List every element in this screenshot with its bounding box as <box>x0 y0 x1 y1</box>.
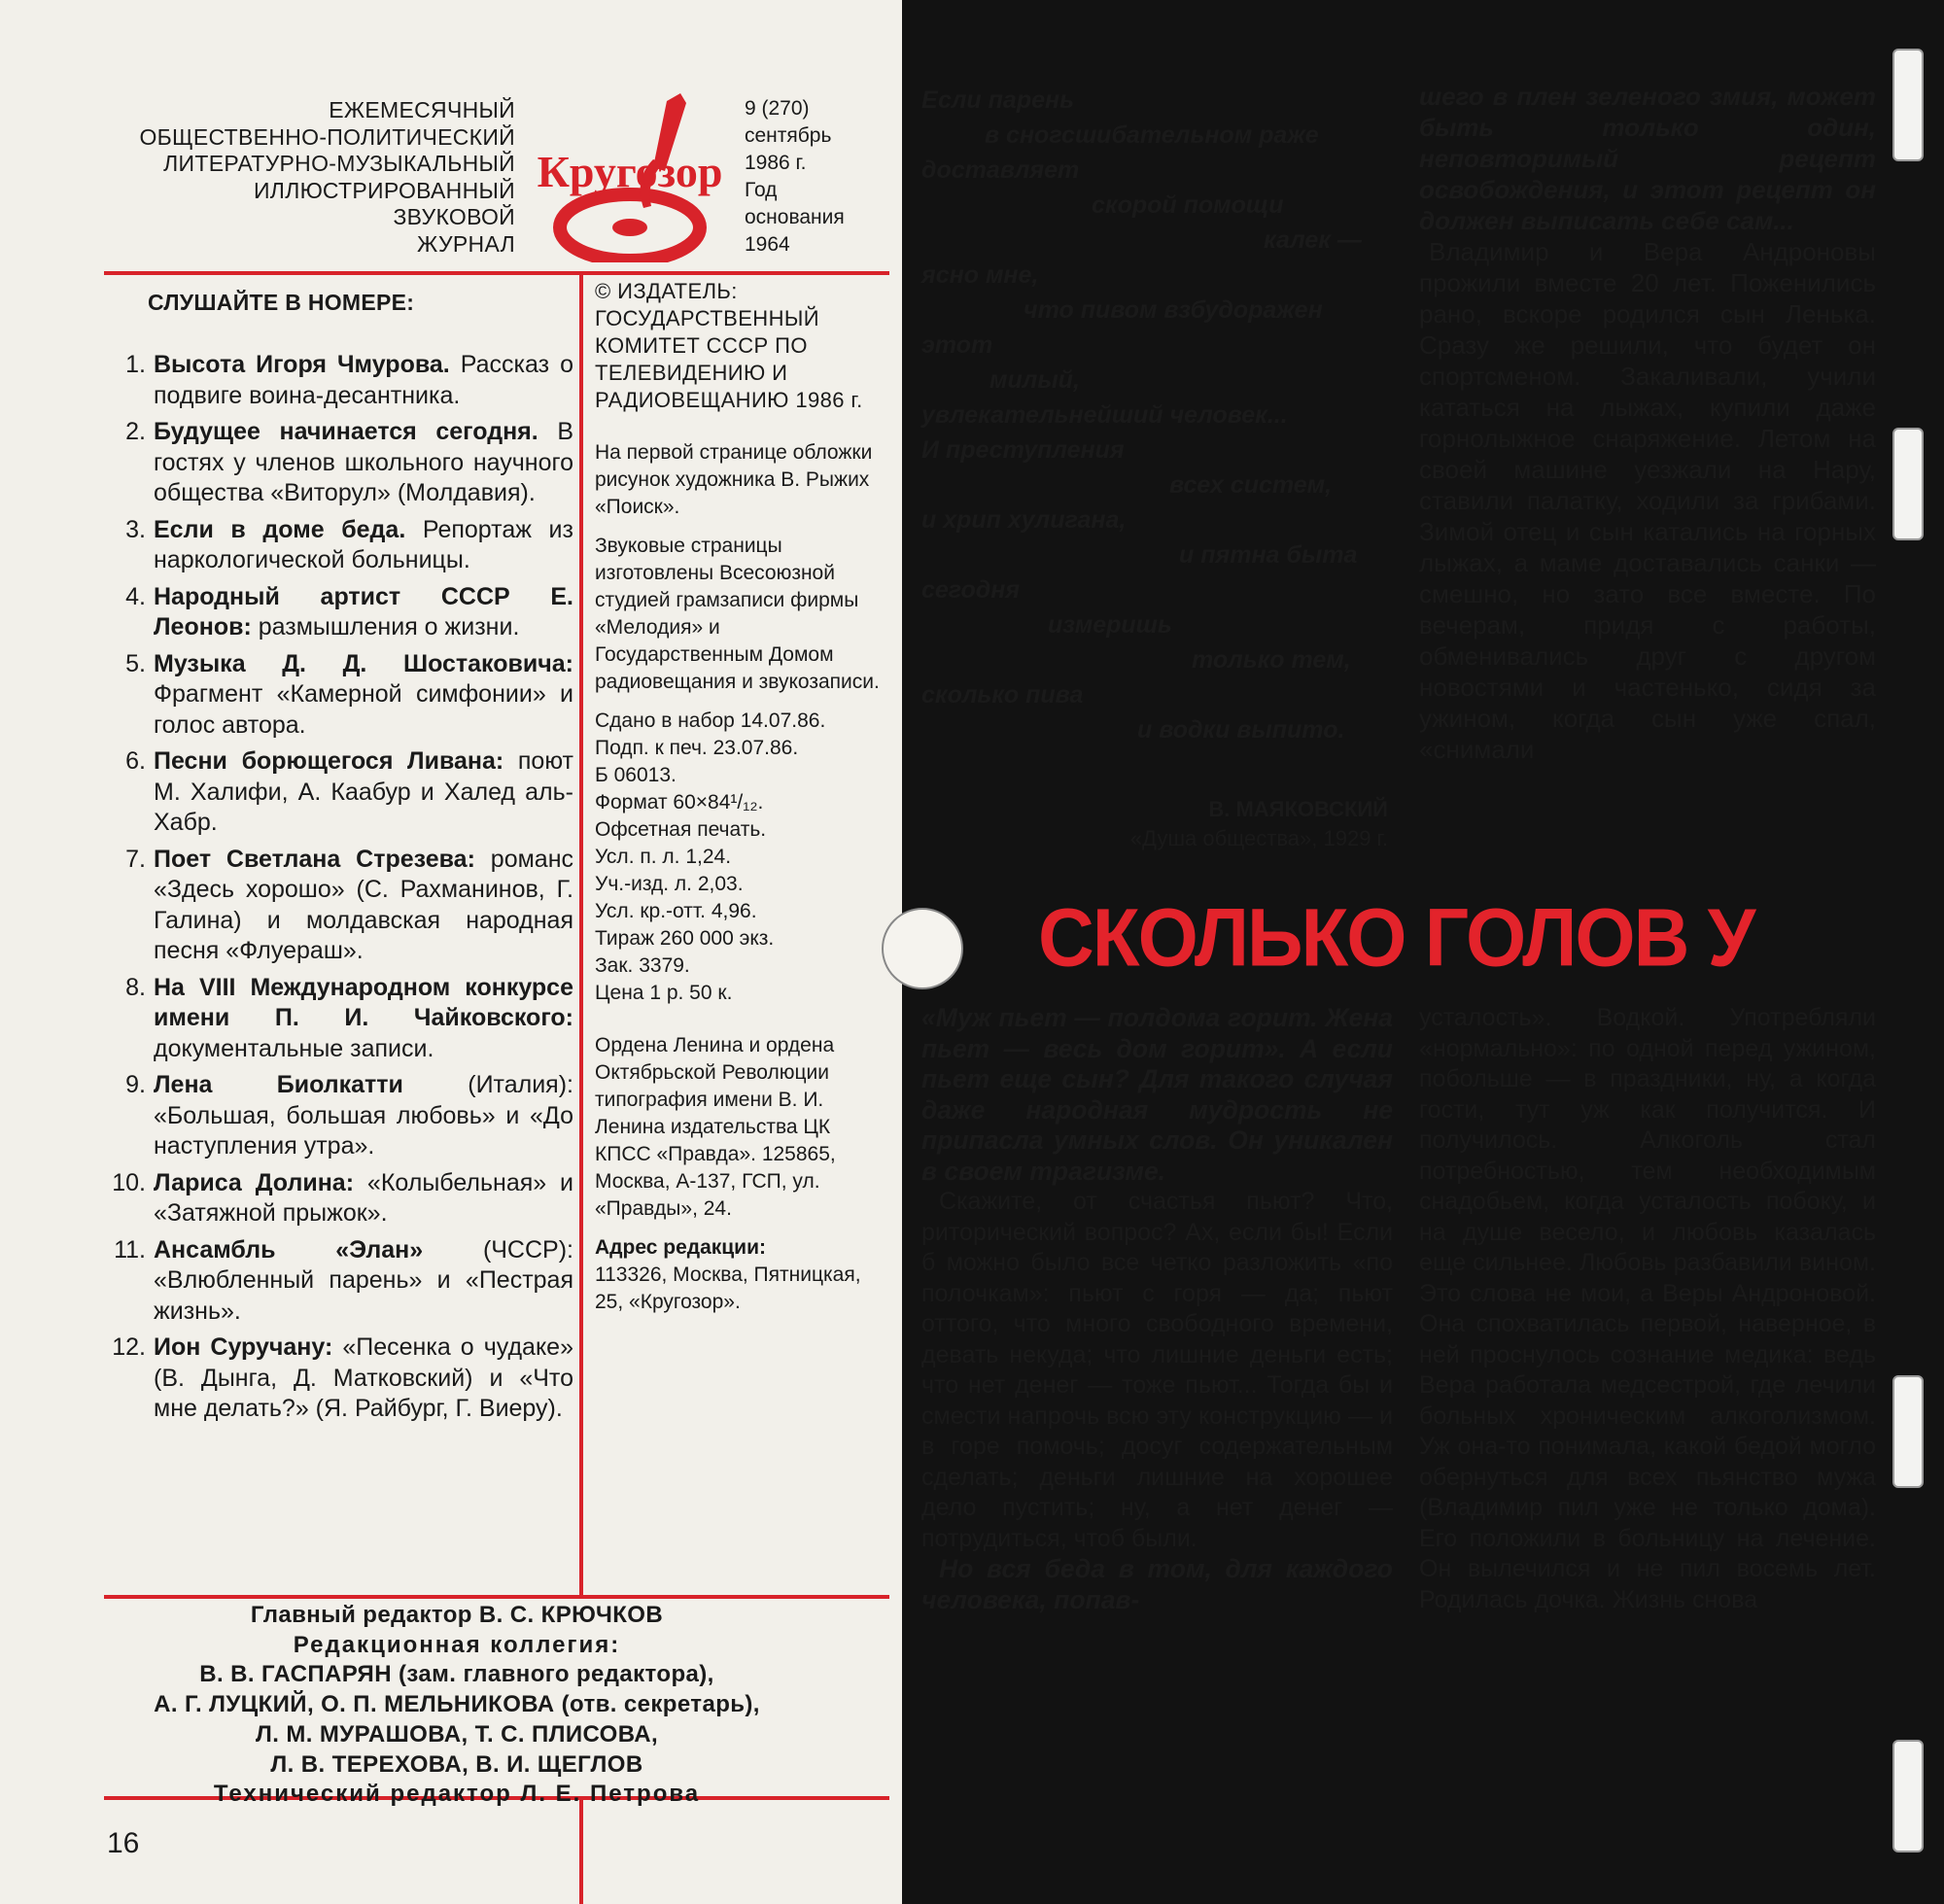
sound-pages-credit: Звуковые страницы изготовлены Всесоюзной студией грамзаписи фирмы «Мелодия» и Государственным Домом радиовещания и звукозаписи. <box>595 535 880 693</box>
logo-text: Кругозор <box>537 147 723 196</box>
list-item: 5. Музыка Д. Д. Шостаковича: Фрагмент «Камерной симфонии» и голос автора. <box>125 649 573 739</box>
binding-tab <box>1892 1740 1924 1852</box>
print-details: Сдано в набор 14.07.86. Подп. к печ. 23.07.86. Б 06013. Формат 60×84¹/₁₂. Офсетная печать. Усл. п. л. 1,24. Уч.-изд. л. 2,03. Усл. кр.-отт. 4,96. Тираж 260 000 экз. Зак. 3379. Цена 1 р. 50 к. <box>595 710 826 1004</box>
editorial-board: Главный редактор В. С. КРЮЧКОВ Редакционная коллегия: В. В. ГАСПАРЯН (зам. главного редактора), А. Г. ЛУЦКИЙ, О. П. МЕЛЬНИКОВА (отв. секретарь), Л. М. МУРАШОВА, Т. С. ПЛИСОВА, Л. В. ТЕРЕХОВА, В. И. ЩЕГЛОВ Технический редактор Л. Е. Петрова <box>154 1602 760 1808</box>
krugozor-logo <box>533 91 727 262</box>
list-item: 8. На VIII Международном конкурсе имени П. И. Чайковского: документальные записи. <box>125 973 573 1062</box>
list-item: 7. Поет Светлана Стрезева: романс «Здесь хорошо» (С. Рахманинов, Г. Галина) и молдавская народная песня «Флуераш». <box>125 845 573 964</box>
address: 113326, Москва, Пятницкая, 25, «Кругозор». <box>595 1264 861 1313</box>
list-item: 9. Лена Биолкатти (Италия): «Большая, большая любовь» и «До наступления утра». <box>125 1071 573 1160</box>
masthead-rule <box>104 271 889 275</box>
list-item: 2. Будущее начинается сегодня. В гостях у членов школьного научного общества «Виторул» (Молдавия). <box>125 418 574 506</box>
contents-title: СЛУШАЙТЕ В НОМЕРЕ: <box>148 290 415 315</box>
address-title: Адрес редакции: <box>595 1236 766 1259</box>
record-center-hole <box>882 908 963 989</box>
list-item: 4. Народный артист СССР Е. Леонов: размышления о жизни. <box>125 582 573 640</box>
page-number: 16 <box>107 1827 140 1859</box>
binding-tab <box>1892 49 1924 161</box>
masthead-description: ЕЖЕМЕСЯЧНЫЙ ОБЩЕСТВЕННО-ПОЛИТИЧЕСКИЙ ЛИТЕРАТУРНО-МУЗЫКАЛЬНЫЙ ИЛЛЮСТРИРОВАННЫЙ ЗВУКОВОЙ ЖУРНАЛ <box>139 97 515 257</box>
verse-epigraph: Если парень в сногсшибательном раже доставляет скорой помощи калек — ясно мне, что пивом взбудоражен этот милый, увлекательнейший человек... И преступления всех систем, и хрип хулигана, и пятна быта сегодня измеришь только тем, сколько пива и водки выпито. <box>921 87 1362 744</box>
column-divider <box>579 275 583 1595</box>
list-item: 3. Если в доме беда. Репортаж из наркологической больницы. <box>125 515 573 573</box>
article-column-a: «Муж пьет — полдома горит. Жена пьет — весь дом горит». А если пьет еще сын? Для такого случая даже народная мудрость не припасла умных слов. Он уникален в своем трагизме. Скажите, от счастья пьют? Что, риторический вопрос? Ах, если бы! Если б можно было все четко разложить «по полочкам»: пьют с горя — да; пьют оттого, что много свободного времени, девать некуда; что лишние деньги есть; что нет денег — тоже пьют... Тогда бы и смести напрочь всю эту конструкцию — и в горе помочь; досуг содержательным сделать; деньги лишние на хорошее дело пустить; ну, а нет денег — потрудиться, чтоб были. Но вся беда в том, для каждого человека, попав- <box>921 1003 1393 1614</box>
article-headline: СКОЛЬКО ГОЛОВ У <box>1038 891 1754 984</box>
binding-tab <box>1892 1375 1924 1488</box>
article-column-b: усталость». Водкой. Употребляли «нормально»: по одной перед ужином, побольше — в праздники, ну, а когда гости, тут уж как получится. И получилось. Алкоголь стал потребностью, тем необходимым снадобьем, когда усталость побоку, и на душе весело, и любовь казалась еще сильнее. Любовь разбавили вином. Это слова не мои, а Веры Андроновой. Она спохватилась первой, наверное, в ней проснулось сознание медика: ведь Вера работала медсестрой, где лечили больных хроническим алкоголизмом. Уж она-то понимала, какой бедой могло обернуться для всех пьянство мужа (Владимир пил уже не только дома). Его положили в больницу на лечение. Он вылечился и не пил восемь лет. Родилась дочка. Жизнь снова <box>1419 1004 1876 1613</box>
footer-divider <box>579 1800 583 1904</box>
list-item: 12. Ион Суручану: «Песенка о чудаке» (В. Дынга, Д. Матковский) и «Что мне делать?» (Я. Райбург, Г. Виеру). <box>112 1333 573 1422</box>
list-item: 6. Песни борющегося Ливана: поют М. Халифи, А. Каабур и Халед аль-Хабр. <box>125 747 573 836</box>
imprint-column <box>595 278 886 1316</box>
printer-info: Ордена Ленина и ордена Октябрьской Революции типография имени В. И. Ленина издательства ЦК КПСС «Правда». 125865, Москва, А-137, ГСП, ул. «Правды», 24. <box>595 1034 836 1220</box>
cover-credit: На первой странице обложки рисунок художника В. Рыжих «Поиск». <box>595 441 873 518</box>
contents-list <box>107 350 573 1431</box>
issue-info: 9 (270) сентябрь 1986 г. Год основания 1964 <box>745 97 845 256</box>
verse-signature: В. МАЯКОВСКИЙ «Душа общества», 1929 г. <box>1129 797 1388 850</box>
list-item: 1. Высота Игоря Чмурова. Рассказ о подвиге воина-десантника. <box>125 351 573 409</box>
list-item: 11. Ансамбль «Элан» (ЧССР): «Влюбленный парень» и «Пестрая жизнь». <box>114 1235 573 1325</box>
binding-tab <box>1892 428 1924 540</box>
publisher-info: © ИЗДАТЕЛЬ: ГОСУДАРСТВЕННЫЙ КОМИТЕТ СССР ПО ТЕЛЕВИДЕНИЮ И РАДИОВЕЩАНИЮ 1986 г. <box>595 279 863 412</box>
article-column-top: шего в плен зеленого змия, может быть только один, неповторимый рецепт освобождения, и этот рецепт он должен выписать себе сам... Владимир и Вера Андроновы прожили вместе 20 лет. Поженились рано, вскоре родился сын Ленька. Сразу же решили, что будет он спортсменом. Закаливали, учили кататься на лыжах, купили даже горнолыжное снаряжение. Летом на своей машине уезжали на Нару, ставили палатку, ходили за грибами. Зимой отец и сын катались на горных лыжах, а маме доставались санки — смешно, но зато все вместе. По вечерам, придя с работы, обменивались друг с другом новостями и частенько, сидя за ужином, когда сын уже спал, «снимали <box>1419 82 1876 764</box>
list-item: 10. Лариса Долина: «Колыбельная» и «Затяжной прыжок». <box>112 1168 574 1227</box>
